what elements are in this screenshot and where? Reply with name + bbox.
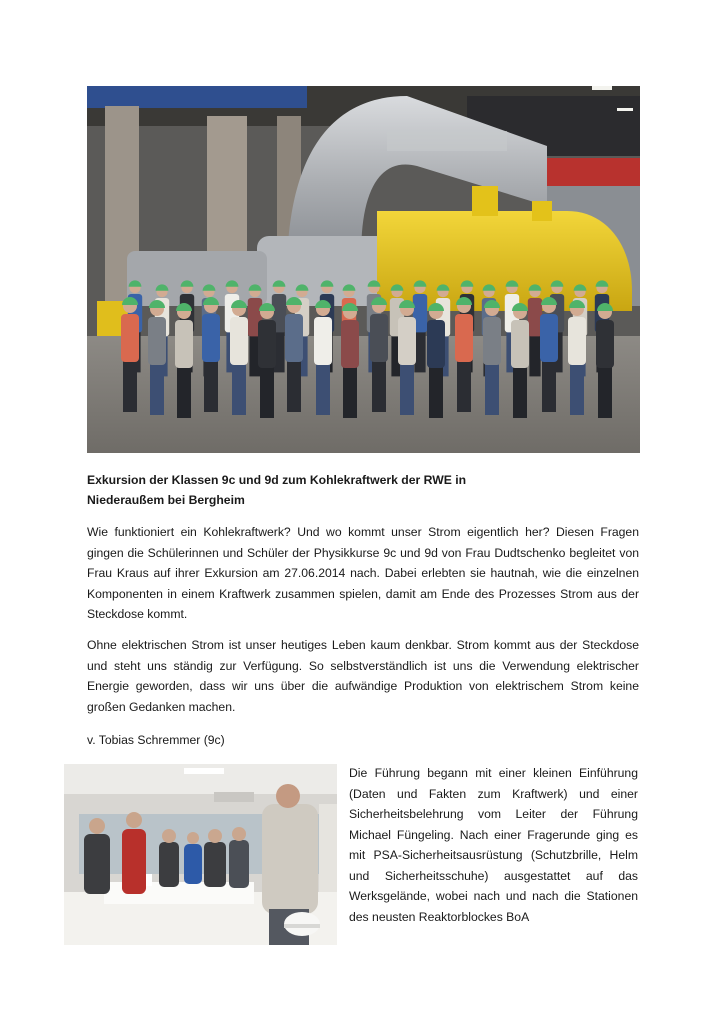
group-photo-turbine-hall: [87, 86, 640, 453]
author-line: v. Tobias Schremmer (9c): [87, 733, 225, 747]
paragraph-electricity: Ohne elektrischen Strom ist unser heutiges Leben kaum denkbar. Strom kommt aus der Steckdose und steht uns ständig zur Verfügung. So selbstverständlich ist uns die Verwendung elektrischer Energie geworden, dass wir uns über die aufwändige Produktion von elektrischem Strom keine großen Gedanken machen.: [87, 638, 639, 714]
briefing-room-photo: [64, 764, 337, 945]
article-heading-line-2: Niederaußem bei Bergheim: [87, 492, 245, 507]
article-heading: [87, 471, 647, 510]
paragraph-intro: Wie funktioniert ein Kohlekraftwerk? Und wo kommt unser Strom eigentlich her? Diesen Fragen gingen die Schülerinnen und Schüler der Physikkurse 9c und 9d von Frau Dudtschenko begleitet von Frau Kraus auf ihrer Exkursion am 27.06.2014 nach. Dabei erlebten sie hautnah, wie die einzelnen Komponenten in einem Kraftwerk zusammen spielen, damit am Ende des Prozesses Strom aus der Steckdose kommt.: [87, 525, 639, 621]
article-heading-line-1: Exkursion der Klassen 9c und 9d zum Kohlekraftwerk der RWE in: [87, 473, 467, 487]
paragraph-tour: Die Führung begann mit einer kleinen Einführung (Daten und Fakten zum Kraftwerk) und einer Sicherheitsbelehrung vom Leiter der Führung Michael Füngeling. Nach einer Fragerunde ging es mit PSA-Sicherheitsausrüstung (Schutzbrille, Helm und Sicherheitsschuhe) ausgestattet auf das Werksgelände, wobei nach und nach die Stationen des neusten Reaktorblockes BoA: [349, 766, 638, 924]
